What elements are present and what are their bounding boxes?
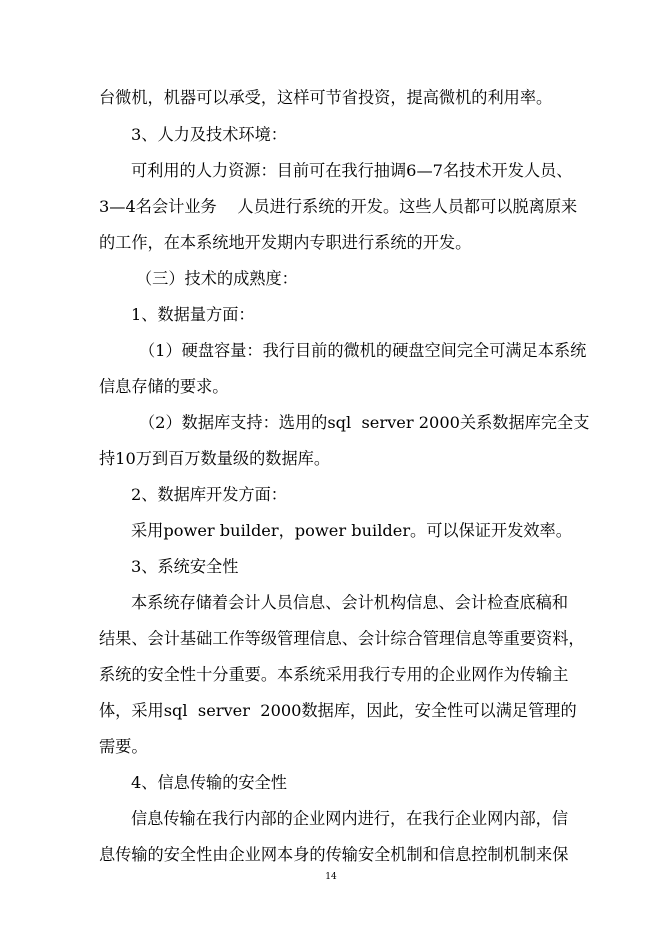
text-line-17: 系统的安全性十分重要。本系统采用我行专用的企业网作为传输主 [99,665,569,684]
section-heading-human-resources: 3、人力及技术环境： [131,125,287,144]
text-line-21: 信息传输在我行内部的企业网内进行，在我行企业网内部，信 [131,809,569,828]
section-heading-data-volume: 1、数据量方面： [131,305,255,324]
text-line-3: 可利用的人力资源：目前可在我行抽调6—7名技术开发人员、 [131,161,573,180]
section-heading-maturity: （三）技术的成熟度： [136,269,298,288]
text-line-1: 台微机，机器可以承受，这样可节省投资，提高微机的利用率。 [99,88,553,107]
text-line-22: 息传输的安全性由企业网本身的传输安全机制和信息控制机制来保 [99,845,569,864]
text-line-9: 信息存储的要求。 [99,377,229,396]
text-line-10: （2）数据库支持：选用的sql server 2000关系数据库完全支 [139,413,590,432]
section-heading-db-development: 2、数据库开发方面： [131,485,287,504]
text-line-16: 结果、会计基础工作等级管理信息、会计综合管理信息等重要资料， [99,629,585,648]
text-line-13: 采用power builder，power builder。可以保证开发效率。 [131,521,572,540]
text-line-18: 体，采用sql server 2000数据库，因此，安全性可以满足管理的 [99,701,577,720]
text-line-5: 的工作，在本系统地开发期内专职进行系统的开发。 [99,233,472,252]
text-line-4: 3—4名会计业务 人员进行系统的开发。这些人员都可以脱离原来 [99,197,578,216]
text-line-11: 持10万到百万数量级的数据库。 [99,449,331,468]
text-line-15: 本系统存储着会计人员信息、会计机构信息、会计检查底稿和 [131,593,569,612]
text-line-8: （1）硬盘容量：我行目前的微机的硬盘空间完全可满足本系统 [139,341,587,360]
text-line-19: 需要。 [99,737,148,756]
section-heading-transmission-security: 4、信息传输的安全性 [131,773,287,792]
section-heading-system-security: 3、系统安全性 [131,557,239,576]
page-number: 14 [325,872,337,882]
